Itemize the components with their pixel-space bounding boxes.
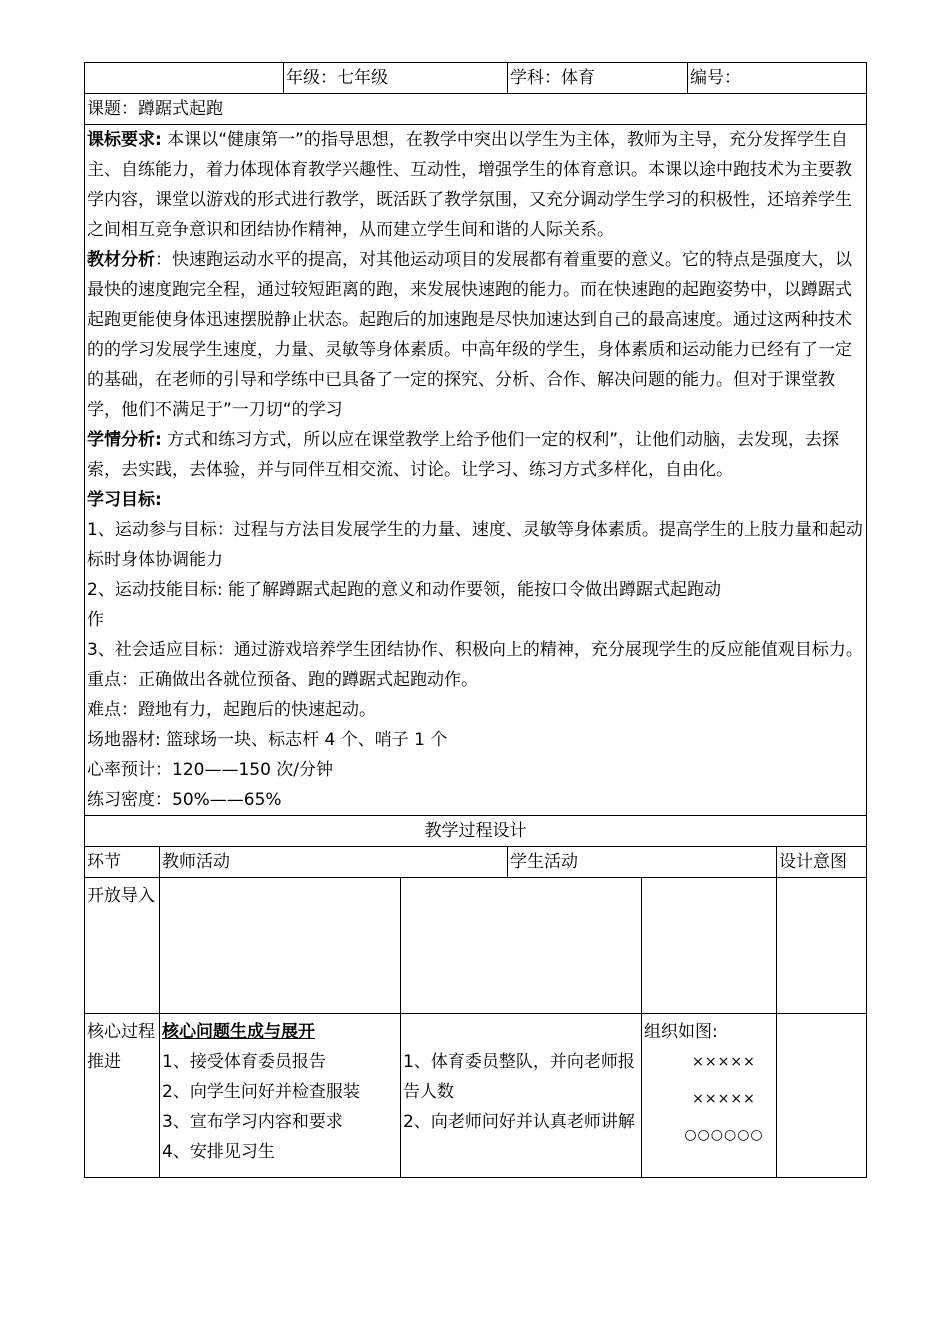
subject-cell: 学科：体育 (508, 63, 688, 94)
column-header-student: 学生活动 (508, 847, 777, 878)
lesson-plan-table (84, 62, 867, 878)
formation-row: ××××× (692, 1091, 756, 1107)
process-row-core (85, 1014, 867, 1178)
process-table (84, 877, 867, 1178)
teacher-item: 4、安排见习生 (162, 1142, 275, 1162)
column-header-teacher: 教师活动 (160, 847, 508, 878)
stage-core: 核心过程推进 (85, 1014, 160, 1178)
design-label: 组织如图: (644, 1022, 718, 1042)
goals-label: 学习目标: (87, 490, 162, 510)
description-cell (85, 125, 867, 816)
goal-skill-continued: 作 (87, 610, 104, 630)
goal-participation: 1、运动参与目标：过程与方法目发展学生的力量、速度、灵敏等身体素质。提高学生的上肢力量和起动标时身体协调能力 (87, 520, 863, 570)
learner-text: 方式和练习方式，所以应在课堂教学上给予他们一定的权利”，让他们动脑，去发现，去探索，去实践，去体验，并与同伴互相交流、讨论。让学习、练习方式多样化，自由化。 (87, 430, 840, 480)
teacher-core (160, 1014, 401, 1178)
goal-social: 3、社会适应目标：通过游戏培养学生团结协作、积极向上的精神，充分展现学生的反应能值观目标力。 (87, 640, 863, 660)
density-line: 练习密度：50%——65% (87, 790, 282, 810)
topic-row (85, 94, 867, 125)
stage-intro: 开放导入 (85, 878, 160, 1014)
topic-cell: 课题：蹲踞式起跑 (85, 94, 867, 125)
standard-text: 本课以“健康第一”的指导思想，在教学中突出以学生为主体，教师为主导，充分发挥学生自主、自练能力，着力体现体育教学兴趣性、互动性，增强学生的体育意识。本课以途中跑技术为主要教学内容，课堂以游戏的形式进行教学，既活跃了教学氛围，又充分调动学生学习的积极性，还培养学生之间相互竞争意识和团结协作精神，从而建立学生间和谐的人际关系。 (87, 130, 852, 240)
material-paragraph (87, 245, 864, 425)
design-intro (642, 878, 777, 1014)
difficulty-point: 难点：蹬地有力，起跑后的快速起动。 (87, 700, 376, 720)
teacher-heading: 核心问题生成与展开 (162, 1022, 315, 1042)
column-header-stage: 环节 (85, 847, 160, 878)
header-blank-cell (85, 63, 284, 94)
teacher-item: 1、接受体育委员报告 (162, 1052, 326, 1072)
process-title: 教学过程设计 (85, 816, 867, 847)
teacher-item: 3、宣布学习内容和要求 (162, 1112, 343, 1132)
evaluation-core (777, 1014, 867, 1178)
process-title-row (85, 816, 867, 847)
student-item: 1、体育委员整队，并向老师报告人数 (403, 1052, 635, 1102)
formation-row: ○○○○○○ (684, 1127, 764, 1143)
material-label: 教材分析 (87, 250, 155, 270)
process-row-intro (85, 878, 867, 1014)
teacher-item: 2、向学生问好并检查服装 (162, 1082, 360, 1102)
goal-skill: 2、运动技能目标: 能了解蹲踞式起跑的意义和动作要领，能按口令做出蹲踞式起跑动 (87, 580, 721, 600)
teacher-intro (160, 878, 401, 1014)
student-item: 2、向老师问好并认真老师讲解 (403, 1112, 635, 1132)
key-point: 重点：正确做出各就位预备、跑的蹲踞式起跑动作。 (87, 670, 478, 690)
learner-paragraph (87, 425, 864, 485)
lesson-plan-page (84, 62, 866, 1178)
material-text: ：快速跑运动水平的提高，对其他运动项目的发展都有着重要的意义。它的特点是强度大，以最快的速度跑完全程，通过较短距离的跑，来发展快速跑的能力。而在快速跑的起跑姿势中，以蹲踞式起跑更能使身体迅速摆脱静止状态。起跑后的加速跑是尽快加速达到自己的最高速度。通过这两种技术的的学习发展学生速度，力量、灵敏等身体素质。中高年级的学生，身体素质和运动能力已经有了一定的基础，在老师的引导和学练中已具备了一定的探究、分析、合作、解决问题的能力。但对于课堂教学，他们不满足于”一刀切“的学习 (87, 250, 852, 420)
formation-row: ××××× (692, 1054, 756, 1070)
student-intro (401, 878, 642, 1014)
grade-cell: 年级：七年级 (284, 63, 508, 94)
number-cell: 编号： (688, 63, 867, 94)
process-header-row (85, 847, 867, 878)
equipment-line: 场地器材: 篮球场一块、标志杆 4 个、哨子 1 个 (87, 730, 448, 750)
header-row (85, 63, 867, 94)
column-header-design: 设计意图 (777, 847, 867, 878)
student-core (401, 1014, 642, 1178)
learner-label: 学情分析: (87, 430, 162, 450)
design-core (642, 1014, 777, 1178)
evaluation-intro (777, 878, 867, 1014)
standard-paragraph (87, 125, 864, 245)
heart-rate-line: 心率预计：120——150 次/分钟 (87, 760, 334, 780)
description-row (85, 125, 867, 816)
standard-label: 课标要求: (87, 130, 162, 150)
